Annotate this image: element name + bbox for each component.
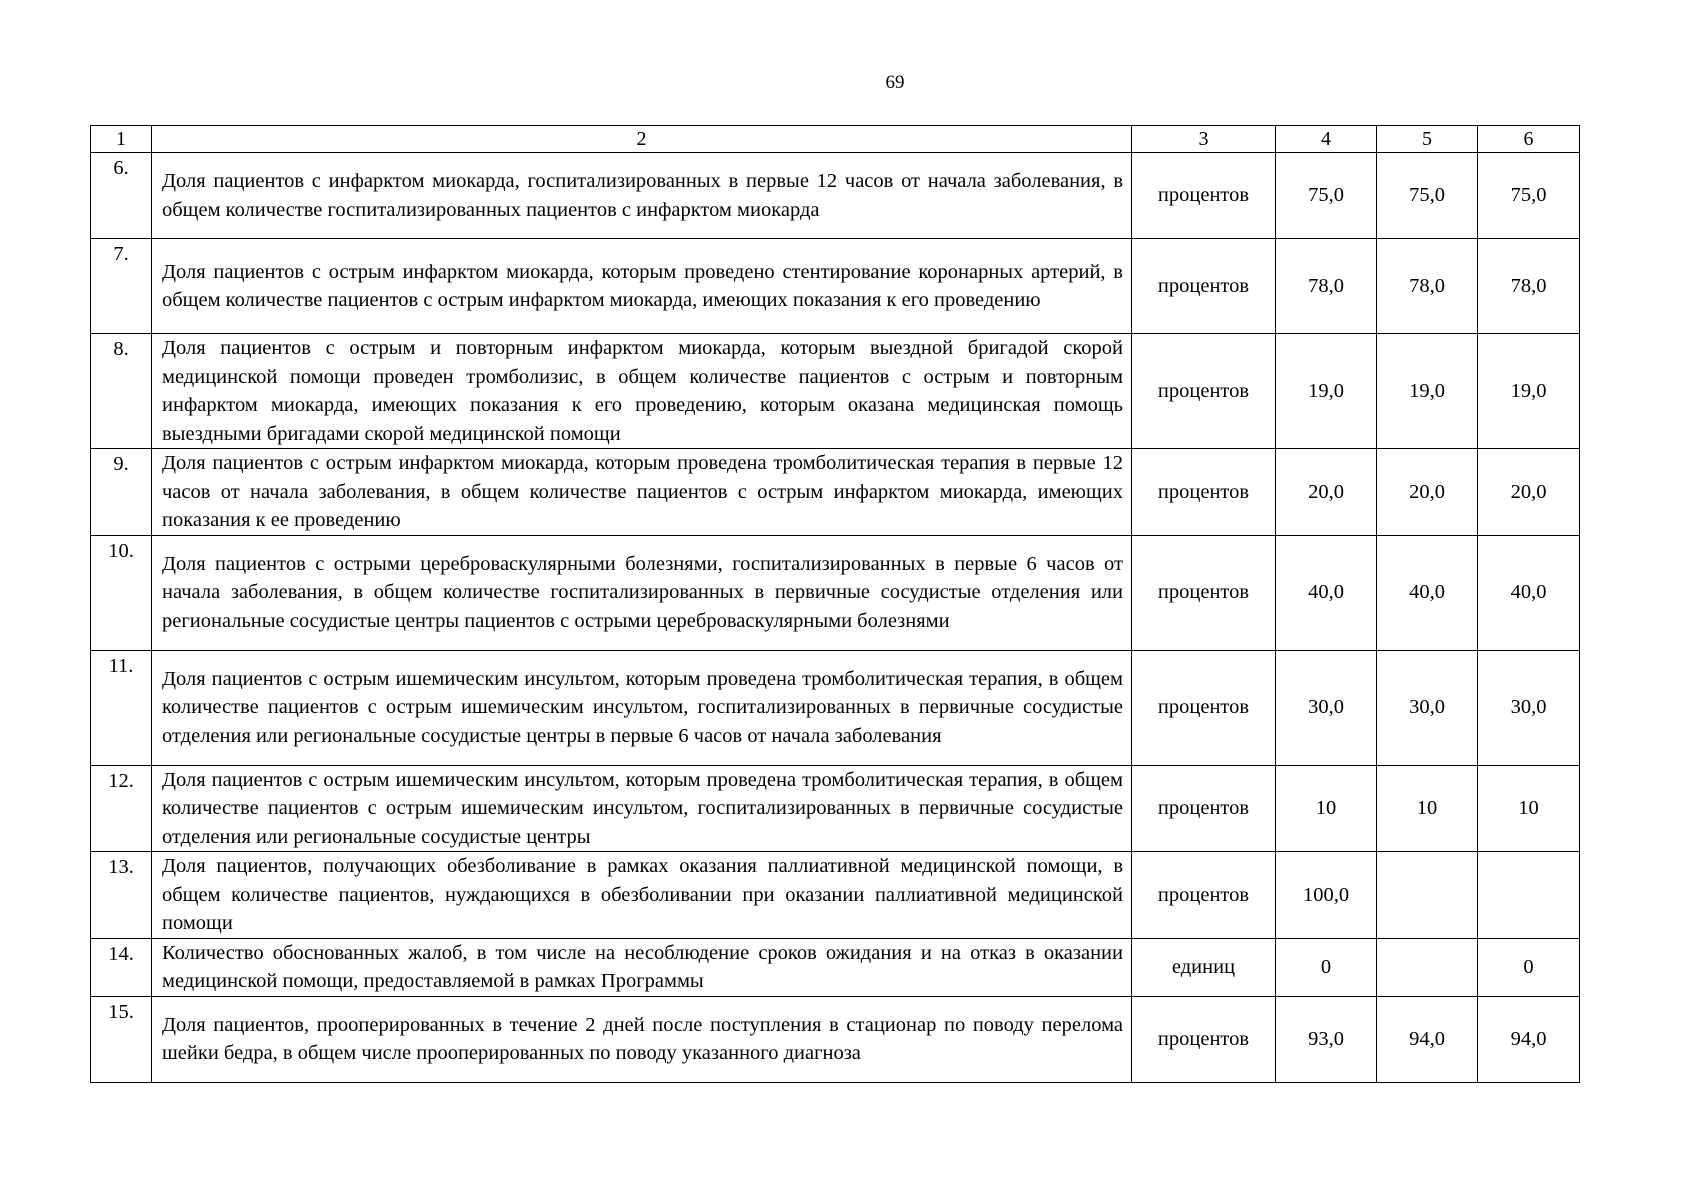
row-description: Доля пациентов с острым ишемическим инсультом, которым проведена тромболитическая терапия, в общем количестве пациентов с острым ишемическим инсультом, госпитализированных в первичные сосудистые отделения или региональные сосудистые центры в первые 6 часов от начала заболевания (152, 650, 1132, 765)
row-value-col5: 30,0 (1377, 650, 1478, 765)
table-row (91, 449, 1580, 536)
row-description: Доля пациентов с инфарктом миокарда, госпитализированных в первые 12 часов от начала заболевания, в общем количестве госпитализированных пациентов с инфарктом миокарда (152, 153, 1132, 239)
table-row (91, 153, 1580, 239)
table-row (91, 852, 1580, 939)
row-value-col6 (1478, 852, 1580, 939)
row-number: 6. (91, 153, 152, 239)
row-value-col4: 40,0 (1276, 535, 1377, 650)
row-description: Доля пациентов с острыми цереброваскулярными болезнями, госпитализированных в первые 6 часов от начала заболевания, в общем количестве госпитализированных в первичные сосудистые отделения или региональные сосудистые центры пациентов с острыми цереброваскулярными болезнями (152, 535, 1132, 650)
row-number: 9. (91, 449, 152, 536)
indicators-table (90, 125, 1580, 1083)
header-cell-6: 6 (1478, 126, 1580, 153)
row-value-col4: 100,0 (1276, 852, 1377, 939)
row-value-col6: 30,0 (1478, 650, 1580, 765)
row-description: Количество обоснованных жалоб, в том числе на несоблюдение сроков ожидания и на отказ в оказании медицинской помощи, предоставляемой в рамках Программы (152, 938, 1132, 996)
row-value-col6: 10 (1478, 765, 1580, 852)
row-value-col5: 75,0 (1377, 153, 1478, 239)
row-unit: процентов (1132, 239, 1276, 334)
row-value-col4: 78,0 (1276, 239, 1377, 334)
table-row (91, 334, 1580, 449)
table-row (91, 996, 1580, 1082)
row-value-col5: 20,0 (1377, 449, 1478, 536)
row-value-col6: 75,0 (1478, 153, 1580, 239)
row-unit: процентов (1132, 650, 1276, 765)
row-value-col4: 93,0 (1276, 996, 1377, 1082)
row-number: 12. (91, 765, 152, 852)
row-unit: единиц (1132, 938, 1276, 996)
row-number: 7. (91, 239, 152, 334)
row-description: Доля пациентов, получающих обезболивание в рамках оказания паллиативной медицинской помощи, в общем количестве пациентов, нуждающихся в обезболивании при оказании паллиативной медицинской помощи (152, 852, 1132, 939)
row-value-col5: 10 (1377, 765, 1478, 852)
row-value-col6: 40,0 (1478, 535, 1580, 650)
row-value-col4: 30,0 (1276, 650, 1377, 765)
row-description: Доля пациентов, прооперированных в течение 2 дней после поступления в стационар по поводу перелома шейки бедра, в общем числе прооперированных по поводу указанного диагноза (152, 996, 1132, 1082)
row-unit: процентов (1132, 996, 1276, 1082)
row-description: Доля пациентов с острым инфарктом миокарда, которым проведена тромболитическая терапия в первые 12 часов от начала заболевания, в общем количестве пациентов с острым инфарктом миокарда, имеющих показания к ее проведению (152, 449, 1132, 536)
row-value-col4: 75,0 (1276, 153, 1377, 239)
row-unit: процентов (1132, 153, 1276, 239)
header-cell-3: 3 (1132, 126, 1276, 153)
table-row (91, 650, 1580, 765)
row-value-col5 (1377, 852, 1478, 939)
page-number: 69 (885, 72, 905, 93)
row-number: 14. (91, 938, 152, 996)
header-cell-4: 4 (1276, 126, 1377, 153)
row-value-col6: 78,0 (1478, 239, 1580, 334)
row-value-col4: 20,0 (1276, 449, 1377, 536)
row-number: 15. (91, 996, 152, 1082)
table-row (91, 765, 1580, 852)
row-unit: процентов (1132, 334, 1276, 449)
row-value-col5: 94,0 (1377, 996, 1478, 1082)
row-number: 11. (91, 650, 152, 765)
row-value-col6: 20,0 (1478, 449, 1580, 536)
row-description: Доля пациентов с острым инфарктом миокарда, которым проведено стентирование коронарных артерий, в общем количестве пациентов с острым инфарктом миокарда, имеющих показания к его проведению (152, 239, 1132, 334)
row-description: Доля пациентов с острым ишемическим инсультом, которым проведена тромболитическая терапия, в общем количестве пациентов с острым ишемическим инсультом, госпитализированных в первичные сосудистые отделения или региональные сосудистые центры (152, 765, 1132, 852)
row-value-col4: 0 (1276, 938, 1377, 996)
row-value-col5: 40,0 (1377, 535, 1478, 650)
header-cell-1: 1 (91, 126, 152, 153)
table-row (91, 938, 1580, 996)
row-value-col6: 0 (1478, 938, 1580, 996)
table-row (91, 239, 1580, 334)
row-unit: процентов (1132, 449, 1276, 536)
row-value-col5 (1377, 938, 1478, 996)
header-cell-2: 2 (152, 126, 1132, 153)
row-value-col6: 19,0 (1478, 334, 1580, 449)
row-unit: процентов (1132, 852, 1276, 939)
row-value-col5: 78,0 (1377, 239, 1478, 334)
row-number: 10. (91, 535, 152, 650)
row-unit: процентов (1132, 765, 1276, 852)
row-description: Доля пациентов с острым и повторным инфарктом миокарда, которым выездной бригадой скорой медицинской помощи проведен тромболизис, в общем количестве пациентов с острым и повторным инфарктом миокарда, имеющих показания к его проведению, которым оказана медицинская помощь выездными бригадами скорой медицинской помощи (152, 334, 1132, 449)
header-cell-5: 5 (1377, 126, 1478, 153)
row-number: 13. (91, 852, 152, 939)
header-row (91, 126, 1580, 153)
row-value-col4: 10 (1276, 765, 1377, 852)
row-unit: процентов (1132, 535, 1276, 650)
table-row (91, 535, 1580, 650)
row-value-col4: 19,0 (1276, 334, 1377, 449)
row-value-col6: 94,0 (1478, 996, 1580, 1082)
row-value-col5: 19,0 (1377, 334, 1478, 449)
row-number: 8. (91, 334, 152, 449)
